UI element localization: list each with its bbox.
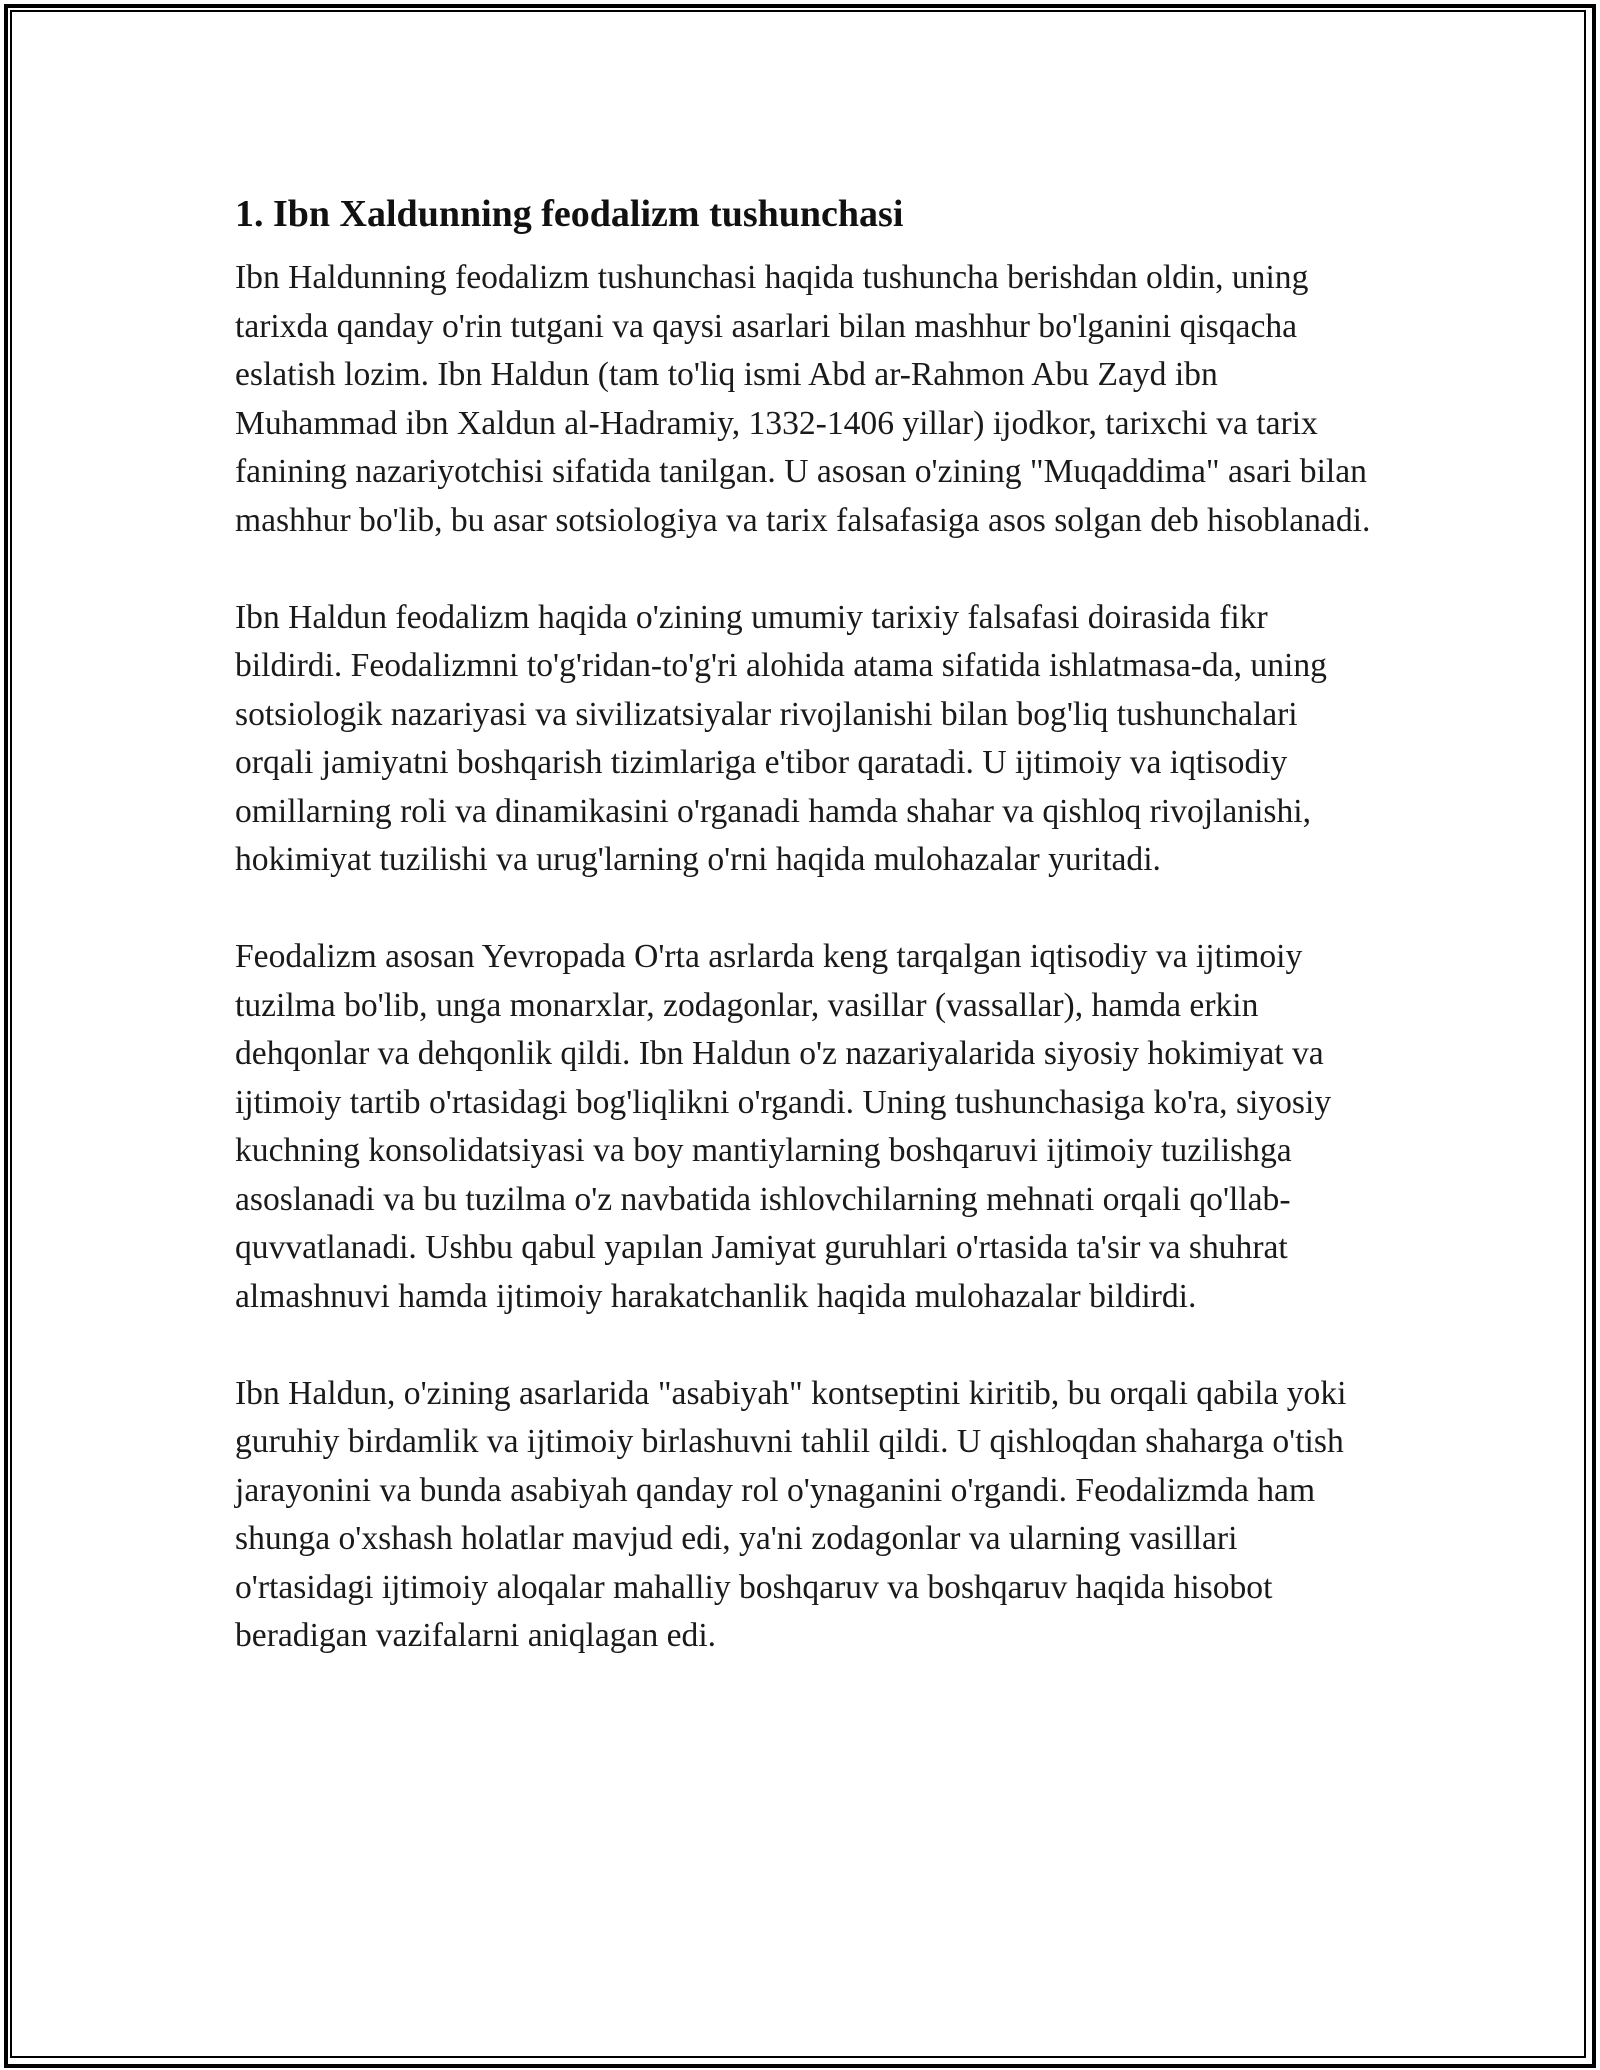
paragraph-1: Ibn Haldunning feodalizm tushunchasi haqida tushuncha berishdan oldin, uning tarixda qanday o'rin tutgani va qaysi asarlari bilan mashhur bo'lganini qisqacha eslatish lozim. Ibn Haldun (tam to'liq ismi Abd ar-Rahmon Abu Zayd ibn Muhammad ibn Xaldun al-Hadramiy, 1332-1406 yillar) ijodkor, tarixchi va tarix fanining nazariyotchisi sifatida tanilgan. U asosan o'zining "Muqaddima" asari bilan mashhur bo'lib, bu asar sotsiologiya va tarix falsafasiga asos solgan deb hisoblanadi. — [235, 259, 1371, 539]
document-body — [235, 188, 1375, 1661]
paragraph-4: Ibn Haldun, o'zining asarlarida "asabiyah" kontseptini kiritib, bu orqali qabila yoki guruhiy birdamlik va ijtimoiy birlashuvni tahlil qildi. U qishloqdan shaharga o'tish jarayonini va bunda asabiyah qanday rol o'ynaganini o'rgandi. Feodalizmda ham shunga o'xshash holatlar mavjud edi, ya'ni zodagonlar va ularning vasillari o'rtasidagi ijtimoiy aloqalar mahalliy boshqaruv va boshqaruv haqida hisobot beradigan vazifalarni aniqlagan edi. — [235, 1374, 1347, 1654]
section-title: 1. Ibn Xaldunning feodalizm tushunchasi — [235, 193, 904, 235]
paragraph-3: Feodalizm asosan Yevropada O'rta asrlarda keng tarqalgan iqtisodiy va ijtimoiy tuzilma bo'lib, unga monarxlar, zodagonlar, vasillar (vassallar), hamda erkin dehqonlar va dehqonlik qildi. Ibn Haldun o'z nazariyalarida siyosiy hokimiyat va ijtimoiy tartib o'rtasidagi bog'liqlikni o'rgandi. Uning tushunchasiga ko'ra, siyosiy kuchning konsolidatsiyasi va boy mantiylarning boshqaruvi ijtimoiy tuzilishga asoslanadi va bu tuzilma o'z navbatida ishlovchilarning mehnati orqali qo'llab-quvvatlanadi. Ushbu qabul yapılan Jamiyat guruhlari o'rtasida ta'sir va shuhrat almashnuvi hamda ijtimoiy harakatchanlik haqida mulohazalar bildirdi. — [235, 938, 1332, 1315]
paragraph-2: Ibn Haldun feodalizm haqida o'zining umumiy tarixiy falsafasi doirasida fikr bildirdi. Feodalizmni to'g'ridan-to'g'ri alohida atama sifatida ishlatmasa-da, uning sotsiologik nazariyasi va sivilizatsiyalar rivojlanishi bilan bog'liq tushunchalari orqali jamiyatni boshqarish tizimlariga e'tibor qaratadi. U ijtimoiy va iqtisodiy omillarning roli va dinamikasini o'rganadi hamda shahar va qishloq rivojlanishi, hokimiyat tuzilishi va urug'larning o'rni haqida mulohazalar yuritadi. — [235, 598, 1327, 878]
